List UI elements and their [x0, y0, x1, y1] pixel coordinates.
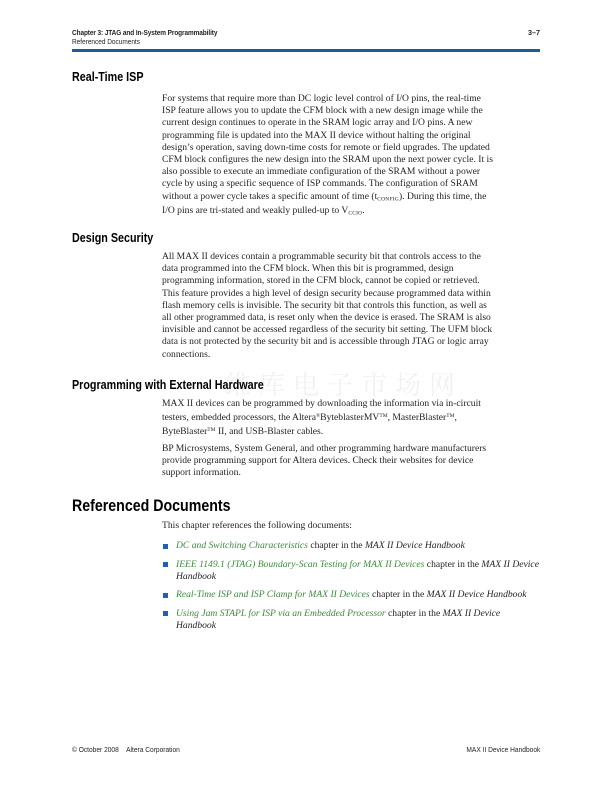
text-fragment: ). During this time, the: [398, 190, 487, 202]
trademark-mark: TM: [446, 413, 455, 420]
paragraph-referenced-intro: [162, 520, 540, 532]
text-fragment: .: [362, 205, 365, 217]
text-line: all other programmed data, is reset only when the device is erased. The SRAM is also: [162, 312, 491, 324]
document-link[interactable]: Using Jam STAPL for ISP via an Embedded Processor: [176, 607, 386, 619]
text-fragment: chapter in the: [424, 558, 482, 570]
text-line: [162, 205, 540, 220]
list-item: [162, 559, 540, 583]
header-chapter-title: Chapter 3: JTAG and In-System Programmability: [72, 28, 218, 37]
list-item: [162, 608, 540, 632]
page-header: [72, 28, 540, 46]
book-title: MAX II Device Handbook: [364, 540, 465, 551]
referenced-documents-list: [162, 540, 540, 639]
text-fragment: II, and USB-Blaster cables.: [215, 426, 324, 438]
text-fragment: ByteBlaster: [162, 426, 208, 438]
text-fragment: I/O pins are tri-stated and weakly pulled-up to V: [162, 205, 349, 217]
header-section-title: Referenced Documents: [72, 37, 140, 46]
text-line: flash memory cells is invisible. The security bit that controls this function, as well as: [162, 299, 487, 311]
footer-left: [72, 745, 180, 754]
text-line: cycle by using a specific sequence of ISP commands. The configuration of SRAM: [162, 178, 478, 190]
paragraph-real-time-isp: [162, 93, 540, 220]
text-line: programming information, stored in the CFM block, cannot be copied or retrieved.: [162, 275, 480, 287]
document-link[interactable]: IEEE 1149.1 (JTAG) Boundary-Scan Testing for MAX II Devices: [176, 558, 425, 570]
text-line: data is not protected by the security bit and is accessible through JTAG or logic array: [162, 336, 489, 348]
text-fragment: without a power cycle takes a specific amount of time (t: [162, 190, 378, 202]
list-item: [162, 589, 540, 601]
text-line: current design continues to operate in the SRAM logic array and I/O pins. A new: [162, 117, 473, 129]
trademark-mark: TM: [207, 427, 216, 434]
heading-design-security: Design Security: [72, 231, 154, 245]
watermark: 维库电子市场网: [225, 371, 464, 401]
text-line: CFM block configures the new design into the SRAM upon the next power cycle. It is: [162, 154, 493, 166]
footer-book-title: MAX II Device Handbook: [466, 745, 540, 754]
bullet-square-icon: [163, 611, 168, 616]
text-line: This chapter references the following documents:: [162, 520, 352, 531]
text-fragment: chapter in the: [307, 540, 365, 551]
text-fragment: ,: [454, 412, 457, 424]
subscript-config: CONFIG: [377, 196, 399, 203]
text-line: data programmed into the CFM block. When this bit is programmed, design: [162, 263, 454, 275]
bullet-square-icon: [163, 593, 168, 598]
paragraph-design-security: [162, 251, 540, 361]
list-item: [162, 540, 540, 552]
text-line: [162, 410, 540, 424]
text-line: invisible and cannot be accessed regardless of the security bit setting. The UFM block: [162, 324, 493, 336]
header-page-number: 3–7: [528, 28, 540, 37]
book-title: MAX II Device Handbook: [176, 558, 539, 582]
text-fragment: ByteblasterMV: [320, 412, 380, 424]
bullet-square-icon: [163, 562, 168, 567]
footer-company: Altera Corporation: [126, 745, 180, 754]
text-line: ISP feature allows you to update the CFM block with a new design image while the: [162, 105, 483, 117]
text-line: support information.: [162, 467, 241, 479]
text-line: This feature provides a high level of design security because programmed data within: [162, 287, 491, 299]
footer-copyright: © October 2008: [72, 745, 119, 754]
bullet-square-icon: [163, 544, 168, 549]
text-line: also possible to execute an immediate configuration of the SRAM without a power: [162, 166, 481, 178]
book-title: MAX II Device Handbook: [426, 589, 527, 601]
text-line: programming file is updated into the MAX II device without halting the original: [162, 129, 471, 141]
text-line: For systems that require more than DC logic level control of I/O pins, the real-time: [162, 93, 481, 104]
document-link[interactable]: DC and Switching Characteristics: [176, 540, 308, 551]
text-line: provide programming support for Altera devices. Check their websites for device: [162, 455, 474, 467]
registered-mark: ®: [315, 413, 321, 420]
text-fragment: testers, embedded processors, the Altera: [162, 412, 316, 424]
heading-external-hardware: Programming with External Hardware: [72, 378, 264, 392]
paragraph-external-hardware-2: [162, 443, 540, 480]
text-fragment: chapter in the: [369, 589, 427, 601]
book-title: MAX II Device Handbook: [176, 607, 501, 632]
text-line: connections.: [162, 348, 211, 360]
heading-referenced-documents: Referenced Documents: [72, 497, 231, 515]
text-line: All MAX II devices contain a programmable security bit that controls access to the: [162, 251, 481, 262]
text-line: MAX II devices can be programmed by downloading the information via in-circuit: [162, 398, 481, 409]
document-link[interactable]: Real-Time ISP and ISP Clamp for MAX II Devices: [176, 589, 370, 601]
text-line: BP Microsystems, System General, and other programming hardware manufacturers: [162, 443, 487, 454]
header-rule: [72, 49, 540, 52]
text-line: design’s operation, saving down-time costs for remote or field upgrades. The updated: [162, 141, 490, 153]
trademark-mark: TM: [379, 413, 388, 420]
paragraph-external-hardware-1: [162, 398, 540, 439]
text-fragment: chapter in the: [385, 607, 443, 619]
text-line: [162, 424, 540, 438]
text-fragment: , MasterBlaster: [387, 412, 447, 424]
text-line: [162, 191, 540, 206]
subscript-ccio: CCIO: [348, 210, 363, 217]
heading-real-time-isp: Real-Time ISP: [72, 70, 144, 84]
